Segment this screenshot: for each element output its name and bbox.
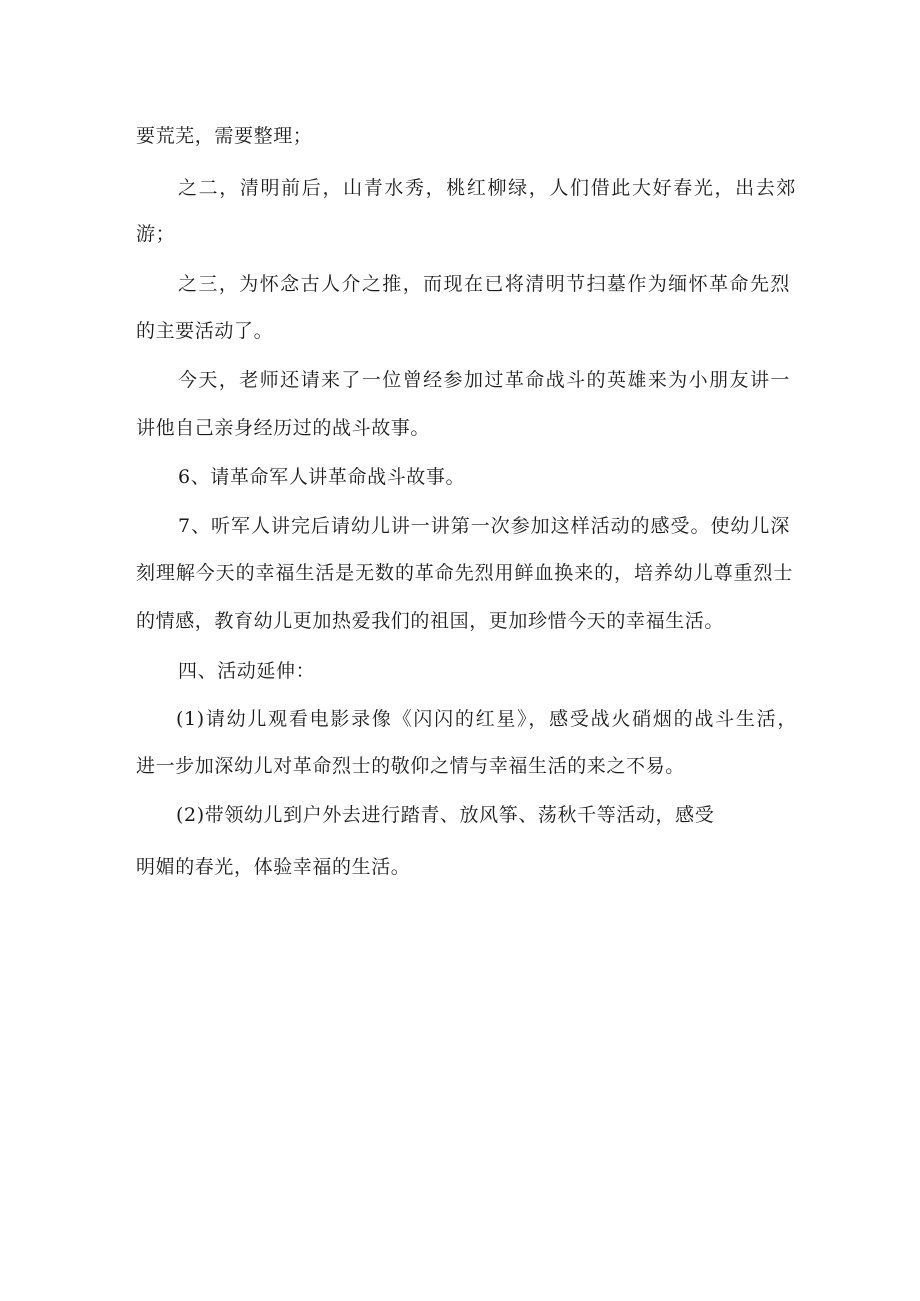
paragraph-line: 7、听军人讲完后请幼儿讲一讲第一次参加这样活动的感受。使幼儿深 — [178, 515, 790, 537]
paragraph-line: 之三，为怀念古人介之推，而现在已将清明节扫墓作为缅怀革命先烈 — [178, 273, 790, 295]
section-heading: 四、活动延伸： — [178, 660, 316, 682]
paragraph-line: (2)带领幼儿到户外去进行踏青、放风筝、荡秋千等活动，感受 — [176, 804, 715, 826]
paragraph-line: 今天，老师还请来了一位曾经参加过革命战斗的英雄来为小朋友讲一 — [178, 369, 790, 391]
text-line: 的情感，教育幼儿更加热爱我们的祖国，更加珍惜今天的幸福生活。 — [136, 610, 725, 632]
text-line: 刻理解今天的幸福生活是无数的革命先烈用鲜血换来的，培养幼儿尊重烈士 — [136, 562, 793, 584]
text-line: 讲他自己亲身经历过的战斗故事。 — [136, 417, 431, 439]
text-line: 进一步加深幼儿对革命烈士的敬仰之情与幸福生活的来之不易。 — [136, 755, 685, 777]
paragraph-line: (1)请幼儿观看电影录像《闪闪的红星》，感受战火硝烟的战斗生活， — [176, 708, 797, 730]
paragraph-line: 之二，清明前后，山青水秀，桃红柳绿，人们借此大好春光，出去郊 — [178, 177, 796, 199]
text-line: 明媚的春光，体验幸福的生活。 — [136, 856, 411, 878]
paragraph-line: 6、请革命军人讲革命战斗故事。 — [178, 466, 466, 488]
text-line: 的主要活动了。 — [136, 320, 274, 342]
text-line: 要荒芜，需要整理； — [136, 125, 313, 147]
text-line: 游； — [136, 223, 176, 245]
